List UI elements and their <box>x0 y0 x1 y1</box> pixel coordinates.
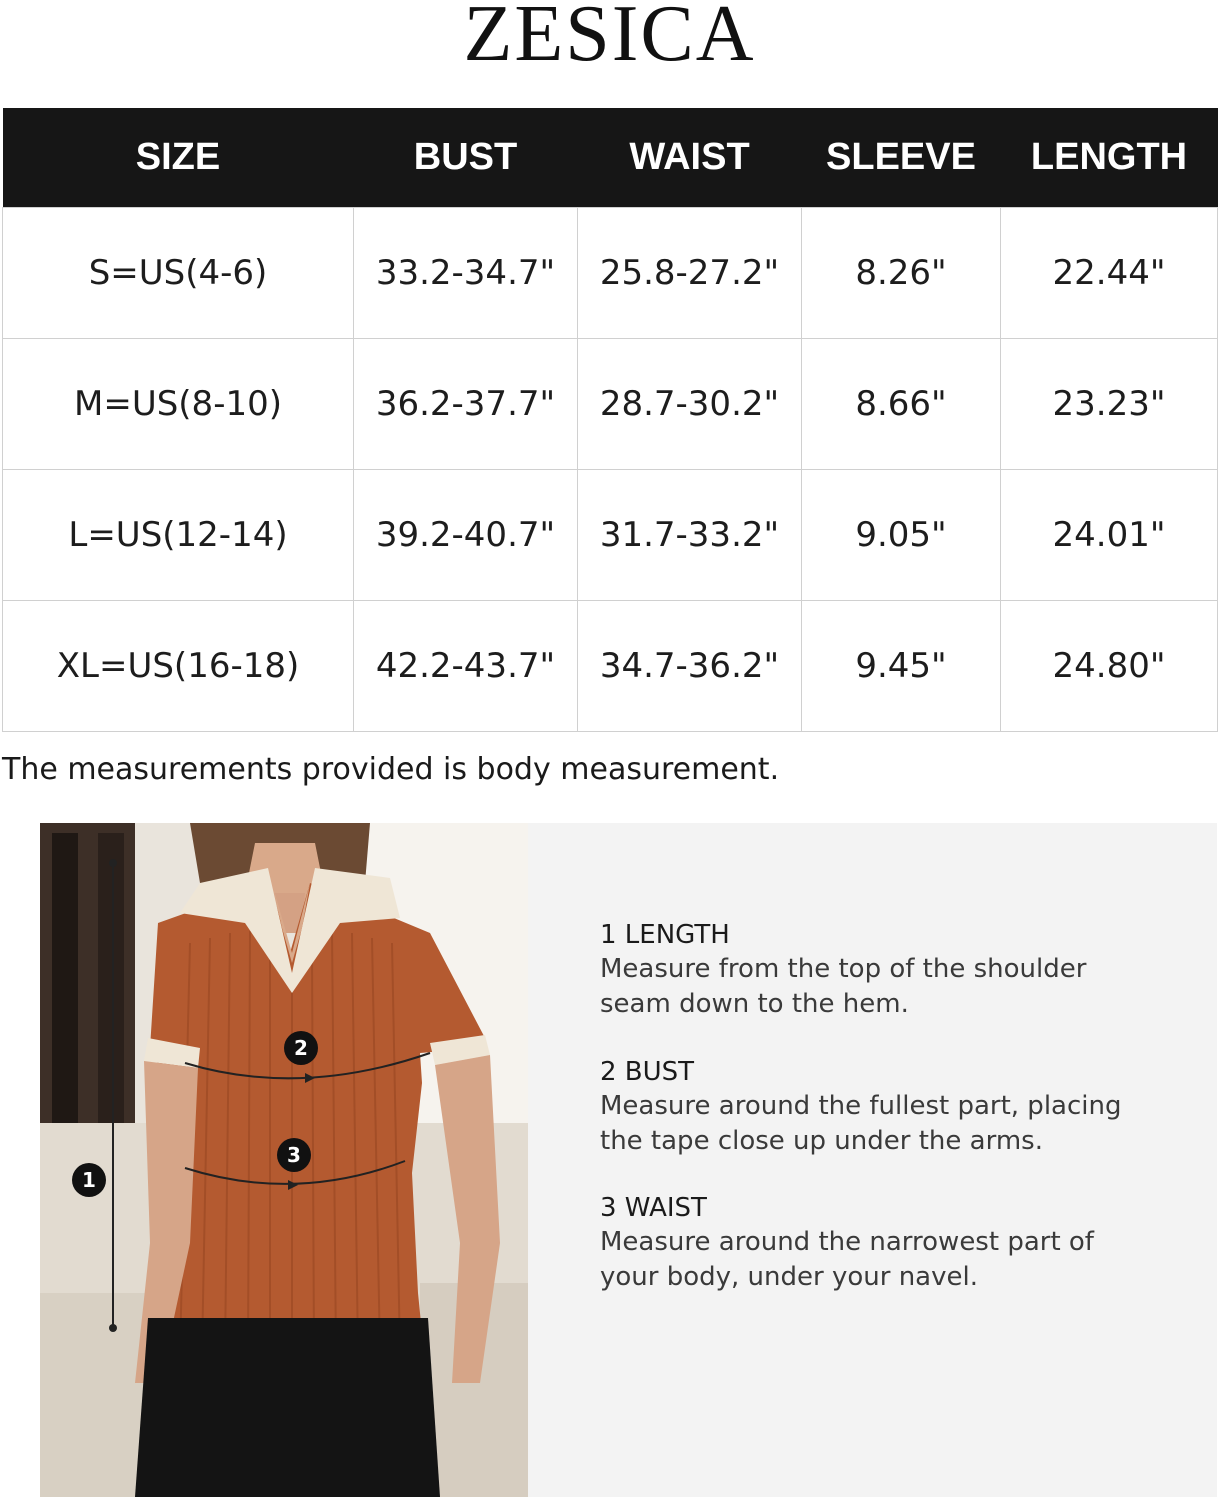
cell-waist: 28.7-30.2" <box>578 339 802 470</box>
marker-length-badge: 1 <box>72 1163 106 1197</box>
guide-step-title: 2 BUST <box>600 1057 695 1087</box>
size-chart-table <box>2 108 1218 732</box>
guide-step-desc-line: seam down to the hem. <box>600 989 909 1019</box>
guide-step-length <box>600 918 1200 1022</box>
table-header-row <box>3 108 1218 208</box>
table-row <box>3 339 1218 470</box>
cell-length: 23.23" <box>1001 339 1218 470</box>
header-size: SIZE <box>3 108 354 208</box>
cell-bust: 33.2-34.7" <box>354 208 578 339</box>
brand-logo: ZESICA <box>463 0 756 78</box>
guide-step-title: 3 WAIST <box>600 1193 707 1223</box>
table-row <box>3 601 1218 732</box>
guide-step-desc-line: Measure around the fullest part, placing <box>600 1091 1122 1121</box>
cell-length: 24.01" <box>1001 470 1218 601</box>
measurement-guide-panel <box>528 823 1217 1497</box>
header-waist: WAIST <box>578 108 802 208</box>
cell-length: 24.80" <box>1001 601 1218 732</box>
marker-waist-badge: 3 <box>277 1138 311 1172</box>
cell-size: L=US(12-14) <box>3 470 354 601</box>
cell-bust: 42.2-43.7" <box>354 601 578 732</box>
cell-waist: 25.8-27.2" <box>578 208 802 339</box>
header-bust: BUST <box>354 108 578 208</box>
cell-sleeve: 9.45" <box>802 601 1001 732</box>
cell-bust: 39.2-40.7" <box>354 470 578 601</box>
table-row <box>3 470 1218 601</box>
table-row <box>3 208 1218 339</box>
cell-sleeve: 9.05" <box>802 470 1001 601</box>
guide-step-bust <box>600 1055 1200 1159</box>
header-sleeve: SLEEVE <box>802 108 1001 208</box>
cell-waist: 31.7-33.2" <box>578 470 802 601</box>
cell-length: 22.44" <box>1001 208 1218 339</box>
cell-waist: 34.7-36.2" <box>578 601 802 732</box>
guide-step-desc-line: Measure from the top of the shoulder <box>600 954 1087 984</box>
measurement-note: The measurements provided is body measurement. <box>2 752 780 787</box>
header-length: LENGTH <box>1001 108 1218 208</box>
cell-size: XL=US(16-18) <box>3 601 354 732</box>
model-photo <box>40 823 528 1497</box>
cell-sleeve: 8.26" <box>802 208 1001 339</box>
cell-bust: 36.2-37.7" <box>354 339 578 470</box>
guide-step-waist <box>600 1191 1200 1295</box>
cell-sleeve: 8.66" <box>802 339 1001 470</box>
guide-step-desc-line: the tape close up under the arms. <box>600 1126 1043 1156</box>
cell-size: M=US(8-10) <box>3 339 354 470</box>
guide-step-desc-line: your body, under your navel. <box>600 1262 978 1292</box>
guide-step-desc-line: Measure around the narrowest part of <box>600 1227 1094 1257</box>
guide-step-title: 1 LENGTH <box>600 920 730 950</box>
marker-bust-badge: 2 <box>284 1031 318 1065</box>
cell-size: S=US(4-6) <box>3 208 354 339</box>
